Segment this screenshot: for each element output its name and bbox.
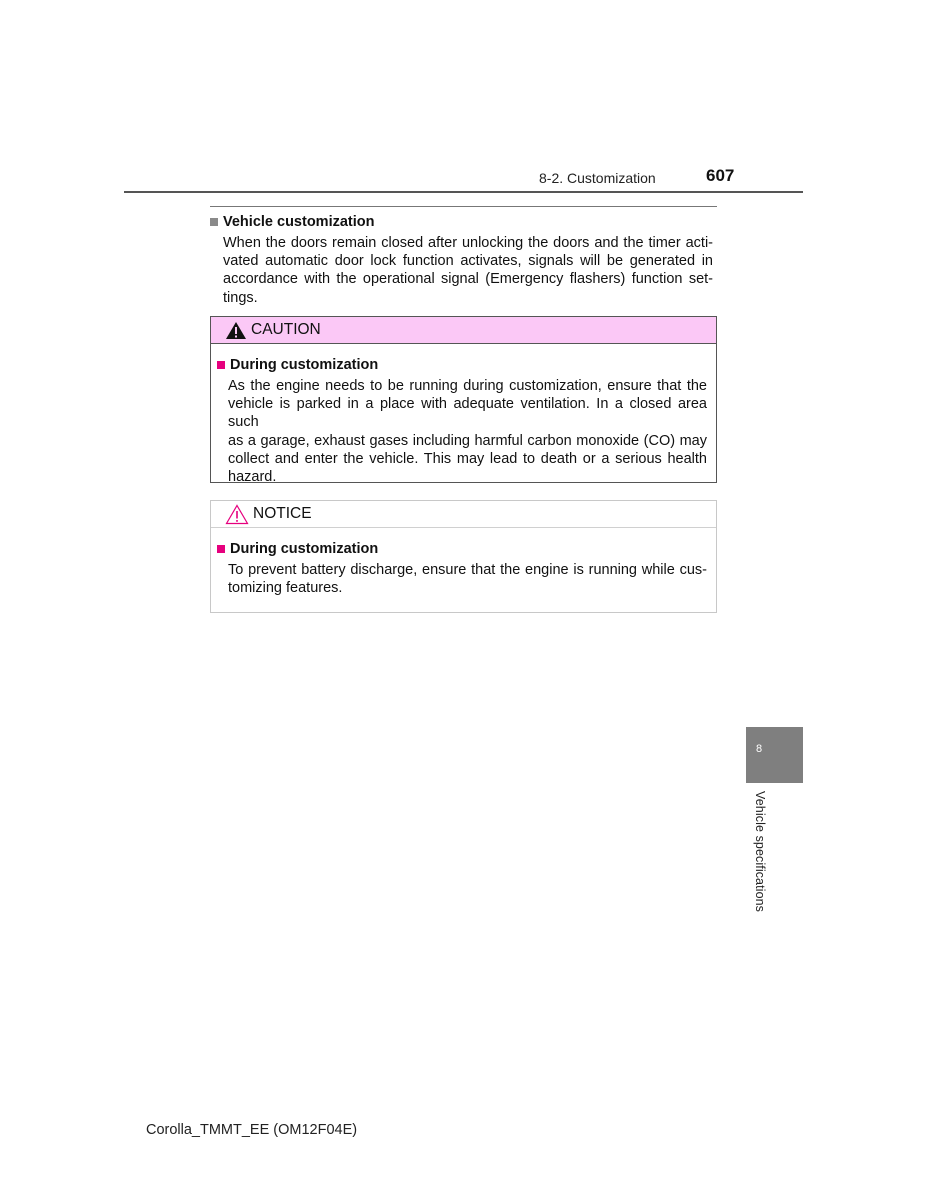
text-line: When the doors remain closed after unlocking the doors and the timer acti-	[223, 235, 713, 251]
heading-text: Vehicle customization	[223, 214, 375, 230]
caution-text	[228, 377, 707, 486]
notice-header	[211, 501, 716, 528]
square-bullet-icon	[210, 218, 218, 226]
footer-document-id: Corolla_TMMT_EE (OM12F04E)	[146, 1122, 358, 1138]
caution-title: CAUTION	[251, 321, 321, 338]
page-number: 607	[706, 166, 735, 185]
subheading-text: During customization	[230, 357, 379, 373]
caution-header	[211, 317, 716, 344]
text-line: hazard.	[228, 469, 277, 486]
section-title: 8-2. Customization	[539, 170, 656, 186]
text-line: To prevent battery discharge, ensure that the engine is running while cus-	[228, 562, 707, 578]
text-line: collect and enter the vehicle. This may lead to death or a serious health	[228, 450, 707, 467]
chapter-tab	[746, 727, 803, 783]
warning-triangle-filled-icon	[225, 321, 247, 340]
vehicle-customization-heading	[210, 213, 375, 231]
content-divider	[210, 206, 717, 207]
text-line: vated automatic door lock function activates, signals will be generated in	[223, 253, 713, 270]
square-bullet-icon	[217, 361, 225, 369]
text-line: vehicle is parked in a place with adequate ventilation. In a closed area such	[228, 396, 707, 431]
text-line: As the engine needs to be running during customization, ensure that the	[228, 378, 707, 394]
text-line: accordance with the operational signal (Emergency flashers) function set-	[223, 271, 713, 288]
notice-text	[228, 561, 707, 597]
caution-box	[210, 316, 717, 486]
warning-triangle-outline-icon	[225, 504, 249, 525]
text-line: tings.	[223, 289, 258, 306]
text-line: as a garage, exhaust gases including harmful carbon monoxide (CO) may	[228, 432, 707, 449]
subheading-text: During customization	[230, 541, 379, 557]
header-divider	[124, 191, 803, 193]
square-bullet-icon	[217, 545, 225, 553]
notice-subheading	[217, 540, 378, 558]
chapter-number: 8	[756, 743, 763, 755]
notice-title: NOTICE	[253, 505, 312, 522]
vehicle-customization-text	[223, 234, 713, 307]
chapter-label: Vehicle specifications	[753, 791, 767, 913]
caution-subheading	[217, 356, 378, 374]
text-line: tomizing features.	[228, 580, 343, 597]
notice-box	[210, 500, 717, 613]
